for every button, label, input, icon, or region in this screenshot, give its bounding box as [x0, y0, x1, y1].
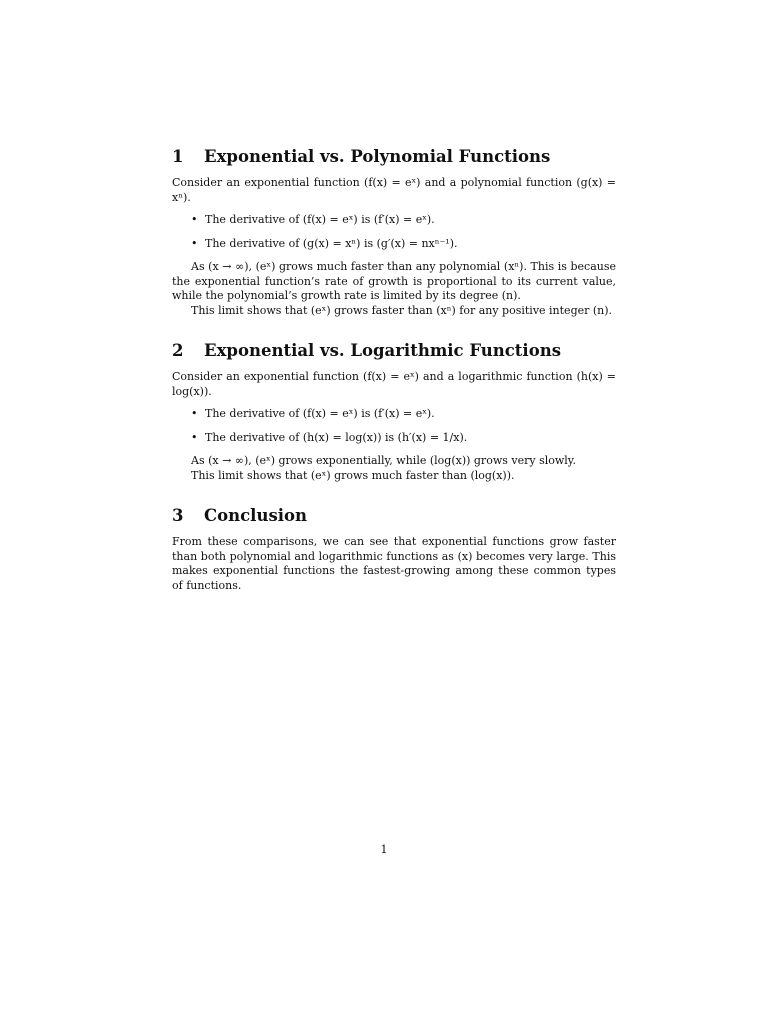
section-3: [172, 505, 616, 593]
section-heading: [172, 505, 616, 527]
section-2: [172, 340, 616, 483]
section-title: Exponential vs. Polynomial Functions: [204, 147, 551, 166]
page-number: 1: [380, 843, 388, 856]
section-intro: Consider an exponential function (f(x) = eˣ) and a logarithmic function (h(x) = log(x)).: [172, 370, 616, 398]
section-intro: From these comparisons, we can see that exponential functions grow faster than both polynomial and logarithmic functions as (x) becomes very large. This makes exponential functions the fastest-growing among these common types of functions.: [172, 535, 616, 592]
section-title: Conclusion: [204, 506, 308, 525]
bullet-icon: •: [191, 236, 198, 250]
section-intro: Consider an exponential function (f(x) = eˣ) and a polynomial function (g(x) = xⁿ).: [172, 176, 616, 204]
bullet-icon: •: [191, 213, 198, 226]
section-number: 3: [172, 506, 184, 525]
body-paragraph: As (x → ∞), (eˣ) grows much faster than any polynomial (xⁿ). This is because the exponential function’s rate of growth is proportional to its current value, while the polynomial’s growth rate is limited by its degree (n).: [172, 260, 616, 302]
bullet-icon: •: [191, 430, 198, 444]
document-page: [172, 146, 616, 593]
body-paragraph: As (x → ∞), (eˣ) grows exponentially, while (log(x)) grows very slowly.: [191, 454, 577, 467]
list-item-text: The derivative of (f(x) = eˣ) is (f′(x) = eˣ).: [205, 213, 435, 226]
section-number: 1: [172, 147, 184, 166]
list-item-text: The derivative of (g(x) = xⁿ) is (g′(x) = nxⁿ⁻¹).: [205, 236, 458, 250]
list-item: [172, 237, 616, 252]
body-paragraph: This limit shows that (eˣ) grows faster than (xⁿ) for any positive integer (n).: [191, 303, 613, 317]
section-1: [172, 146, 616, 318]
list-item: [172, 407, 616, 422]
section-heading: [172, 146, 616, 168]
section-heading: [172, 340, 616, 362]
section-number: 2: [172, 341, 184, 360]
section-title: Exponential vs. Logarithmic Functions: [204, 341, 561, 360]
list-item-text: The derivative of (h(x) = log(x)) is (h′(x) = 1/x).: [205, 430, 468, 444]
list-item: [172, 431, 616, 446]
bullet-list: [172, 213, 616, 251]
bullet-icon: •: [191, 407, 198, 420]
bullet-list: [172, 407, 616, 445]
list-item: [172, 213, 616, 228]
list-item-text: The derivative of (f(x) = eˣ) is (f′(x) = eˣ).: [205, 407, 435, 420]
body-paragraph: This limit shows that (eˣ) grows much faster than (log(x)).: [191, 468, 515, 482]
